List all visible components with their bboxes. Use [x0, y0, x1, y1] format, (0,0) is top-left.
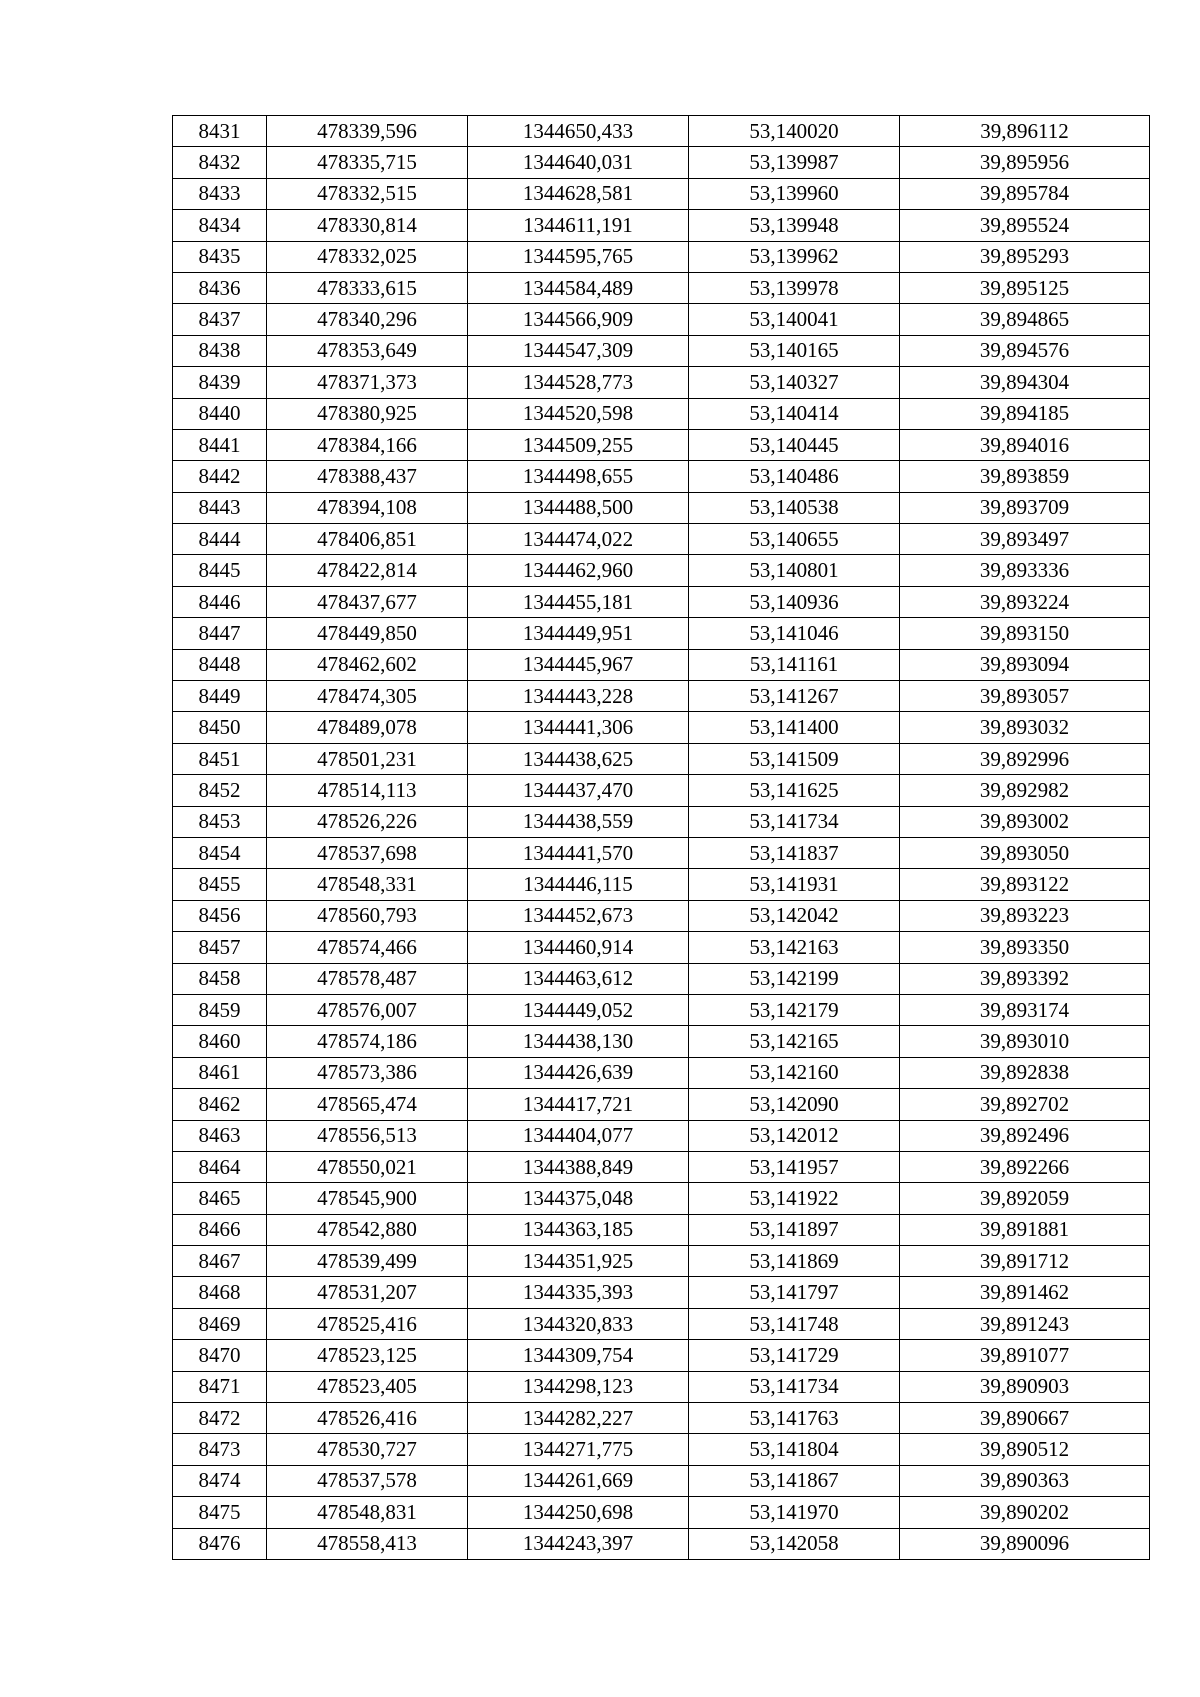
x-coordinate-cell: 478539,499: [267, 1246, 468, 1277]
y-coordinate-cell: 1344309,754: [468, 1340, 689, 1371]
point-number-cell: 8475: [173, 1497, 267, 1528]
point-number-cell: 8469: [173, 1308, 267, 1339]
table-row: [173, 994, 1150, 1025]
point-number-cell: 8441: [173, 429, 267, 460]
longitude-cell: 39,895784: [900, 178, 1150, 209]
y-coordinate-cell: 1344351,925: [468, 1246, 689, 1277]
y-coordinate-cell: 1344460,914: [468, 932, 689, 963]
point-number-cell: 8456: [173, 900, 267, 931]
y-coordinate-cell: 1344498,655: [468, 461, 689, 492]
latitude-cell: 53,141837: [689, 837, 900, 868]
longitude-cell: 39,893094: [900, 649, 1150, 680]
y-coordinate-cell: 1344611,191: [468, 210, 689, 241]
table-row: [173, 241, 1150, 272]
point-number-cell: 8445: [173, 555, 267, 586]
longitude-cell: 39,895293: [900, 241, 1150, 272]
longitude-cell: 39,893336: [900, 555, 1150, 586]
x-coordinate-cell: 478537,578: [267, 1465, 468, 1496]
point-number-cell: 8457: [173, 932, 267, 963]
y-coordinate-cell: 1344335,393: [468, 1277, 689, 1308]
x-coordinate-cell: 478526,416: [267, 1403, 468, 1434]
x-coordinate-cell: 478526,226: [267, 806, 468, 837]
y-coordinate-cell: 1344261,669: [468, 1465, 689, 1496]
y-coordinate-cell: 1344463,612: [468, 963, 689, 994]
table-row: [173, 1183, 1150, 1214]
longitude-cell: 39,893223: [900, 900, 1150, 931]
x-coordinate-cell: 478388,437: [267, 461, 468, 492]
point-number-cell: 8473: [173, 1434, 267, 1465]
x-coordinate-cell: 478462,602: [267, 649, 468, 680]
point-number-cell: 8434: [173, 210, 267, 241]
longitude-cell: 39,894016: [900, 429, 1150, 460]
x-coordinate-cell: 478565,474: [267, 1089, 468, 1120]
latitude-cell: 53,141509: [689, 743, 900, 774]
x-coordinate-cell: 478530,727: [267, 1434, 468, 1465]
table-row: [173, 210, 1150, 241]
table-row: [173, 429, 1150, 460]
y-coordinate-cell: 1344417,721: [468, 1089, 689, 1120]
table-row: [173, 272, 1150, 303]
longitude-cell: 39,893859: [900, 461, 1150, 492]
latitude-cell: 53,142058: [689, 1528, 900, 1559]
point-number-cell: 8438: [173, 335, 267, 366]
latitude-cell: 53,141161: [689, 649, 900, 680]
longitude-cell: 39,890667: [900, 1403, 1150, 1434]
latitude-cell: 53,142163: [689, 932, 900, 963]
x-coordinate-cell: 478332,515: [267, 178, 468, 209]
longitude-cell: 39,893010: [900, 1026, 1150, 1057]
y-coordinate-cell: 1344363,185: [468, 1214, 689, 1245]
point-number-cell: 8433: [173, 178, 267, 209]
y-coordinate-cell: 1344528,773: [468, 367, 689, 398]
longitude-cell: 39,892059: [900, 1183, 1150, 1214]
latitude-cell: 53,139948: [689, 210, 900, 241]
point-number-cell: 8468: [173, 1277, 267, 1308]
latitude-cell: 53,139987: [689, 147, 900, 178]
point-number-cell: 8440: [173, 398, 267, 429]
table-row: [173, 900, 1150, 931]
longitude-cell: 39,893002: [900, 806, 1150, 837]
point-number-cell: 8462: [173, 1089, 267, 1120]
table-row: [173, 524, 1150, 555]
latitude-cell: 53,141729: [689, 1340, 900, 1371]
point-number-cell: 8454: [173, 837, 267, 868]
y-coordinate-cell: 1344441,570: [468, 837, 689, 868]
y-coordinate-cell: 1344547,309: [468, 335, 689, 366]
point-number-cell: 8465: [173, 1183, 267, 1214]
x-coordinate-cell: 478558,413: [267, 1528, 468, 1559]
point-number-cell: 8472: [173, 1403, 267, 1434]
longitude-cell: 39,892838: [900, 1057, 1150, 1088]
latitude-cell: 53,141046: [689, 618, 900, 649]
point-number-cell: 8444: [173, 524, 267, 555]
point-number-cell: 8471: [173, 1371, 267, 1402]
table-row: [173, 304, 1150, 335]
table-row: [173, 178, 1150, 209]
x-coordinate-cell: 478333,615: [267, 272, 468, 303]
y-coordinate-cell: 1344426,639: [468, 1057, 689, 1088]
table-row: [173, 681, 1150, 712]
latitude-cell: 53,141867: [689, 1465, 900, 1496]
longitude-cell: 39,893057: [900, 681, 1150, 712]
x-coordinate-cell: 478542,880: [267, 1214, 468, 1245]
x-coordinate-cell: 478550,021: [267, 1151, 468, 1182]
y-coordinate-cell: 1344298,123: [468, 1371, 689, 1402]
y-coordinate-cell: 1344452,673: [468, 900, 689, 931]
latitude-cell: 53,140165: [689, 335, 900, 366]
latitude-cell: 53,141931: [689, 869, 900, 900]
table-row: [173, 367, 1150, 398]
x-coordinate-cell: 478394,108: [267, 492, 468, 523]
y-coordinate-cell: 1344650,433: [468, 116, 689, 147]
latitude-cell: 53,142042: [689, 900, 900, 931]
table-row: [173, 963, 1150, 994]
x-coordinate-cell: 478489,078: [267, 712, 468, 743]
x-coordinate-cell: 478525,416: [267, 1308, 468, 1339]
latitude-cell: 53,141804: [689, 1434, 900, 1465]
table-row: [173, 1403, 1150, 1434]
latitude-cell: 53,140414: [689, 398, 900, 429]
y-coordinate-cell: 1344441,306: [468, 712, 689, 743]
x-coordinate-cell: 478335,715: [267, 147, 468, 178]
longitude-cell: 39,891712: [900, 1246, 1150, 1277]
coordinates-table: [172, 115, 1150, 1560]
y-coordinate-cell: 1344520,598: [468, 398, 689, 429]
latitude-cell: 53,139962: [689, 241, 900, 272]
longitude-cell: 39,892996: [900, 743, 1150, 774]
longitude-cell: 39,891881: [900, 1214, 1150, 1245]
x-coordinate-cell: 478523,125: [267, 1340, 468, 1371]
latitude-cell: 53,142090: [689, 1089, 900, 1120]
y-coordinate-cell: 1344628,581: [468, 178, 689, 209]
x-coordinate-cell: 478371,373: [267, 367, 468, 398]
latitude-cell: 53,140655: [689, 524, 900, 555]
point-number-cell: 8466: [173, 1214, 267, 1245]
longitude-cell: 39,894576: [900, 335, 1150, 366]
x-coordinate-cell: 478353,649: [267, 335, 468, 366]
point-number-cell: 8436: [173, 272, 267, 303]
latitude-cell: 53,142160: [689, 1057, 900, 1088]
longitude-cell: 39,890512: [900, 1434, 1150, 1465]
latitude-cell: 53,141734: [689, 806, 900, 837]
x-coordinate-cell: 478514,113: [267, 775, 468, 806]
latitude-cell: 53,140936: [689, 586, 900, 617]
table-row: [173, 1026, 1150, 1057]
y-coordinate-cell: 1344488,500: [468, 492, 689, 523]
point-number-cell: 8463: [173, 1120, 267, 1151]
longitude-cell: 39,895125: [900, 272, 1150, 303]
latitude-cell: 53,140801: [689, 555, 900, 586]
y-coordinate-cell: 1344446,115: [468, 869, 689, 900]
longitude-cell: 39,893050: [900, 837, 1150, 868]
longitude-cell: 39,893497: [900, 524, 1150, 555]
point-number-cell: 8446: [173, 586, 267, 617]
latitude-cell: 53,141763: [689, 1403, 900, 1434]
x-coordinate-cell: 478449,850: [267, 618, 468, 649]
table-row: [173, 1340, 1150, 1371]
longitude-cell: 39,895524: [900, 210, 1150, 241]
latitude-cell: 53,142199: [689, 963, 900, 994]
point-number-cell: 8435: [173, 241, 267, 272]
latitude-cell: 53,141957: [689, 1151, 900, 1182]
y-coordinate-cell: 1344375,048: [468, 1183, 689, 1214]
x-coordinate-cell: 478332,025: [267, 241, 468, 272]
longitude-cell: 39,890096: [900, 1528, 1150, 1559]
table-row: [173, 1308, 1150, 1339]
y-coordinate-cell: 1344282,227: [468, 1403, 689, 1434]
x-coordinate-cell: 478576,007: [267, 994, 468, 1025]
table-row: [173, 1465, 1150, 1496]
x-coordinate-cell: 478380,925: [267, 398, 468, 429]
x-coordinate-cell: 478545,900: [267, 1183, 468, 1214]
longitude-cell: 39,891077: [900, 1340, 1150, 1371]
x-coordinate-cell: 478474,305: [267, 681, 468, 712]
point-number-cell: 8458: [173, 963, 267, 994]
table-row: [173, 1277, 1150, 1308]
y-coordinate-cell: 1344438,625: [468, 743, 689, 774]
x-coordinate-cell: 478537,698: [267, 837, 468, 868]
y-coordinate-cell: 1344437,470: [468, 775, 689, 806]
y-coordinate-cell: 1344404,077: [468, 1120, 689, 1151]
point-number-cell: 8449: [173, 681, 267, 712]
table-row: [173, 618, 1150, 649]
table-row: [173, 1089, 1150, 1120]
y-coordinate-cell: 1344462,960: [468, 555, 689, 586]
longitude-cell: 39,893709: [900, 492, 1150, 523]
latitude-cell: 53,141625: [689, 775, 900, 806]
longitude-cell: 39,893122: [900, 869, 1150, 900]
y-coordinate-cell: 1344595,765: [468, 241, 689, 272]
x-coordinate-cell: 478330,814: [267, 210, 468, 241]
x-coordinate-cell: 478437,677: [267, 586, 468, 617]
x-coordinate-cell: 478556,513: [267, 1120, 468, 1151]
point-number-cell: 8452: [173, 775, 267, 806]
table-row: [173, 1214, 1150, 1245]
x-coordinate-cell: 478531,207: [267, 1277, 468, 1308]
y-coordinate-cell: 1344509,255: [468, 429, 689, 460]
longitude-cell: 39,890363: [900, 1465, 1150, 1496]
table-row: [173, 869, 1150, 900]
y-coordinate-cell: 1344438,559: [468, 806, 689, 837]
latitude-cell: 53,141797: [689, 1277, 900, 1308]
longitude-cell: 39,894185: [900, 398, 1150, 429]
y-coordinate-cell: 1344640,031: [468, 147, 689, 178]
point-number-cell: 8476: [173, 1528, 267, 1559]
latitude-cell: 53,141734: [689, 1371, 900, 1402]
x-coordinate-cell: 478574,186: [267, 1026, 468, 1057]
y-coordinate-cell: 1344445,967: [468, 649, 689, 680]
latitude-cell: 53,140486: [689, 461, 900, 492]
latitude-cell: 53,141869: [689, 1246, 900, 1277]
latitude-cell: 53,140445: [689, 429, 900, 460]
longitude-cell: 39,892266: [900, 1151, 1150, 1182]
y-coordinate-cell: 1344443,228: [468, 681, 689, 712]
point-number-cell: 8467: [173, 1246, 267, 1277]
table-row: [173, 116, 1150, 147]
point-number-cell: 8464: [173, 1151, 267, 1182]
point-number-cell: 8474: [173, 1465, 267, 1496]
point-number-cell: 8442: [173, 461, 267, 492]
table-row: [173, 147, 1150, 178]
point-number-cell: 8437: [173, 304, 267, 335]
table-row: [173, 1246, 1150, 1277]
y-coordinate-cell: 1344438,130: [468, 1026, 689, 1057]
latitude-cell: 53,141267: [689, 681, 900, 712]
latitude-cell: 53,139978: [689, 272, 900, 303]
x-coordinate-cell: 478548,331: [267, 869, 468, 900]
latitude-cell: 53,140020: [689, 116, 900, 147]
table-row: [173, 1497, 1150, 1528]
table-row: [173, 555, 1150, 586]
longitude-cell: 39,896112: [900, 116, 1150, 147]
y-coordinate-cell: 1344455,181: [468, 586, 689, 617]
point-number-cell: 8451: [173, 743, 267, 774]
x-coordinate-cell: 478501,231: [267, 743, 468, 774]
y-coordinate-cell: 1344320,833: [468, 1308, 689, 1339]
table-row: [173, 461, 1150, 492]
latitude-cell: 53,141970: [689, 1497, 900, 1528]
x-coordinate-cell: 478573,386: [267, 1057, 468, 1088]
point-number-cell: 8439: [173, 367, 267, 398]
longitude-cell: 39,890903: [900, 1371, 1150, 1402]
latitude-cell: 53,141400: [689, 712, 900, 743]
longitude-cell: 39,890202: [900, 1497, 1150, 1528]
y-coordinate-cell: 1344449,951: [468, 618, 689, 649]
table-row: [173, 649, 1150, 680]
y-coordinate-cell: 1344474,022: [468, 524, 689, 555]
y-coordinate-cell: 1344271,775: [468, 1434, 689, 1465]
point-number-cell: 8450: [173, 712, 267, 743]
table-row: [173, 1528, 1150, 1559]
table-row: [173, 492, 1150, 523]
latitude-cell: 53,139960: [689, 178, 900, 209]
latitude-cell: 53,142179: [689, 994, 900, 1025]
latitude-cell: 53,140327: [689, 367, 900, 398]
table-row: [173, 1120, 1150, 1151]
table-row: [173, 335, 1150, 366]
longitude-cell: 39,893150: [900, 618, 1150, 649]
point-number-cell: 8453: [173, 806, 267, 837]
longitude-cell: 39,893174: [900, 994, 1150, 1025]
longitude-cell: 39,892496: [900, 1120, 1150, 1151]
table-row: [173, 1151, 1150, 1182]
point-number-cell: 8461: [173, 1057, 267, 1088]
longitude-cell: 39,894865: [900, 304, 1150, 335]
x-coordinate-cell: 478578,487: [267, 963, 468, 994]
x-coordinate-cell: 478339,596: [267, 116, 468, 147]
x-coordinate-cell: 478406,851: [267, 524, 468, 555]
longitude-cell: 39,892702: [900, 1089, 1150, 1120]
point-number-cell: 8443: [173, 492, 267, 523]
point-number-cell: 8448: [173, 649, 267, 680]
latitude-cell: 53,140041: [689, 304, 900, 335]
table-row: [173, 398, 1150, 429]
longitude-cell: 39,893350: [900, 932, 1150, 963]
x-coordinate-cell: 478560,793: [267, 900, 468, 931]
x-coordinate-cell: 478340,296: [267, 304, 468, 335]
point-number-cell: 8447: [173, 618, 267, 649]
point-number-cell: 8459: [173, 994, 267, 1025]
table-row: [173, 743, 1150, 774]
x-coordinate-cell: 478384,166: [267, 429, 468, 460]
latitude-cell: 53,141748: [689, 1308, 900, 1339]
point-number-cell: 8432: [173, 147, 267, 178]
y-coordinate-cell: 1344449,052: [468, 994, 689, 1025]
latitude-cell: 53,142165: [689, 1026, 900, 1057]
table-row: [173, 1371, 1150, 1402]
y-coordinate-cell: 1344250,698: [468, 1497, 689, 1528]
table-row: [173, 806, 1150, 837]
x-coordinate-cell: 478548,831: [267, 1497, 468, 1528]
table-row: [173, 1057, 1150, 1088]
longitude-cell: 39,892982: [900, 775, 1150, 806]
point-number-cell: 8455: [173, 869, 267, 900]
table-row: [173, 932, 1150, 963]
y-coordinate-cell: 1344566,909: [468, 304, 689, 335]
x-coordinate-cell: 478574,466: [267, 932, 468, 963]
point-number-cell: 8460: [173, 1026, 267, 1057]
x-coordinate-cell: 478422,814: [267, 555, 468, 586]
table-row: [173, 1434, 1150, 1465]
longitude-cell: 39,893224: [900, 586, 1150, 617]
y-coordinate-cell: 1344388,849: [468, 1151, 689, 1182]
latitude-cell: 53,141922: [689, 1183, 900, 1214]
coordinates-table-body: [173, 116, 1150, 1560]
table-row: [173, 775, 1150, 806]
table-row: [173, 712, 1150, 743]
point-number-cell: 8470: [173, 1340, 267, 1371]
y-coordinate-cell: 1344243,397: [468, 1528, 689, 1559]
latitude-cell: 53,142012: [689, 1120, 900, 1151]
longitude-cell: 39,894304: [900, 367, 1150, 398]
longitude-cell: 39,891462: [900, 1277, 1150, 1308]
y-coordinate-cell: 1344584,489: [468, 272, 689, 303]
longitude-cell: 39,893392: [900, 963, 1150, 994]
x-coordinate-cell: 478523,405: [267, 1371, 468, 1402]
longitude-cell: 39,891243: [900, 1308, 1150, 1339]
table-row: [173, 586, 1150, 617]
table-row: [173, 837, 1150, 868]
latitude-cell: 53,140538: [689, 492, 900, 523]
longitude-cell: 39,893032: [900, 712, 1150, 743]
latitude-cell: 53,141897: [689, 1214, 900, 1245]
longitude-cell: 39,895956: [900, 147, 1150, 178]
point-number-cell: 8431: [173, 116, 267, 147]
